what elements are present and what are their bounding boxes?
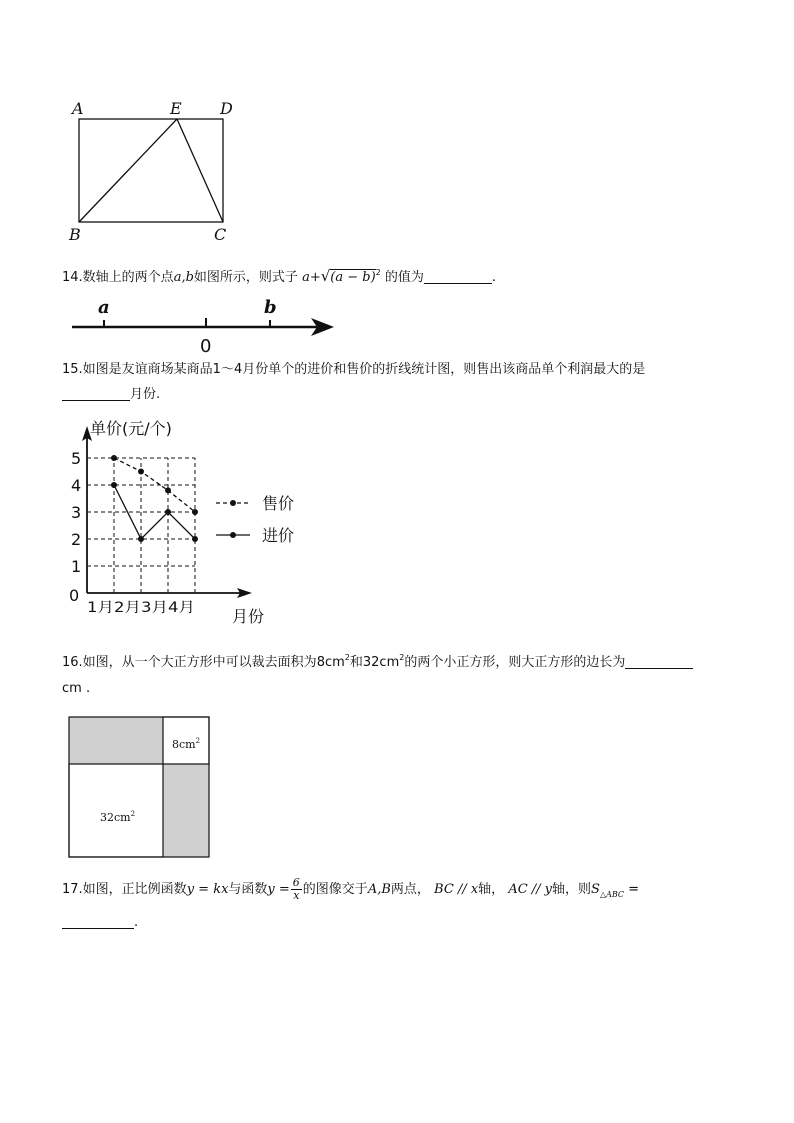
legend-marker-售价 [230,500,236,506]
label-c: C [214,225,227,244]
question-14: 14.数轴上的两个点a,b如图所示，则式子 $a+√(a - b)^2$ 的值为 . [62,267,497,285]
legend-label-售价: 售价 [262,494,295,513]
numberline-label-a: a [98,297,110,318]
point-售价-1月 [111,455,117,461]
answer-blank-17[interactable] [62,914,134,929]
point-进价-4月 [192,536,198,542]
rectangle-figure [60,92,240,250]
point-售价-3月 [165,487,171,493]
y-tick-2: 2 [71,530,82,549]
x-tick-2: 2月 [114,600,141,616]
x-tick-4: 4月 [168,600,195,616]
chart-origin: 0 [69,586,80,605]
large-square-label: $32cm^2$ [100,810,136,824]
legend-label-进价: 进价 [262,526,295,545]
y-tick-1: 1 [71,557,82,576]
question-16-line1: 16.如图，从一个大正方形中可以裁去面积为$8cm^2$和$32cm^2$的两个小正方形，则大正方形的边长为 [62,649,693,672]
point-进价-3月 [165,509,171,515]
y-tick-4: 4 [71,476,82,495]
segment-ec [177,119,223,222]
answer-blank-15[interactable] [62,386,130,401]
series-line-售价 [114,458,195,512]
numberline-label-zero: 0 [200,336,212,356]
chart-x-tick-labels [87,600,195,616]
answer-blank-14[interactable] [424,269,492,284]
price-line-chart [60,416,320,630]
label-b: B [69,225,81,244]
number-line [66,294,341,356]
x-tick-1: 1月 [87,600,114,616]
legend-marker-进价 [230,532,236,538]
chart-legend [216,494,294,545]
label-d: D [220,99,233,118]
label-a: A [72,99,84,118]
question-17-line2: . [62,914,138,932]
chart-ylabel: 单价(元/个) [90,419,172,438]
point-进价-2月 [138,536,144,542]
chart-y-tick-labels [71,449,81,576]
chart-xlabel: 月份 [232,607,265,626]
label-e: E [170,99,182,118]
small-square-label: $8cm^2$ [172,737,201,751]
question-17: 17.如图，正比例函数y = kx与函数y = $\frac{6}{x}$ 的图像交于A,B两点， BC // x轴， AC // y轴，则$S_{\triangle ABC}$ = [62,876,640,902]
numberline-label-b: b [264,297,277,318]
rectangle-abcd [79,119,223,222]
x-tick-3: 3月 [141,600,168,616]
y-tick-5: 5 [71,449,82,468]
shaded-bottom-right [163,764,209,857]
point-售价-4月 [192,509,198,515]
chart-grid [87,458,195,593]
shaded-top-left [69,717,163,764]
answer-blank-16[interactable] [625,654,693,669]
series-line-进价 [114,485,195,539]
question-15-line1: 15.如图是友谊商场某商品1～4月份单个的进价和售价的折线统计图，则售出该商品单个利润最大的是 [62,362,646,377]
y-tick-3: 3 [71,503,82,522]
point-售价-2月 [138,469,144,475]
point-进价-1月 [111,482,117,488]
squares-figure [68,716,212,860]
chart-series [111,455,198,542]
question-16-line2: cm . [62,681,91,696]
segment-be [79,119,177,222]
question-15-line2: 月份. [62,386,160,404]
